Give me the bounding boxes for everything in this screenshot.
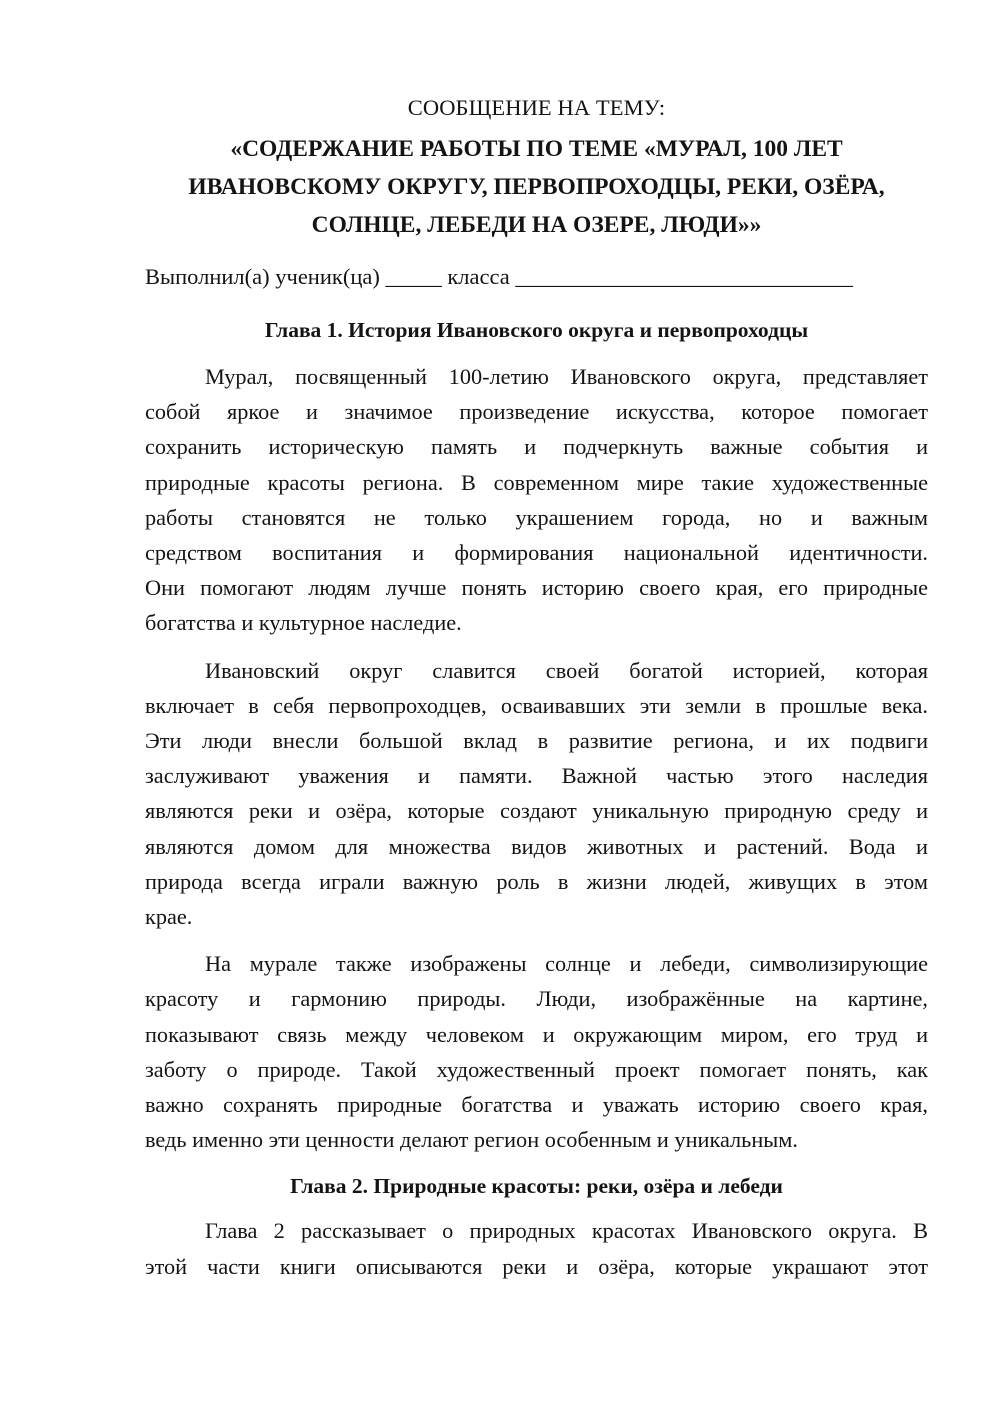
text-line: заботу о природе. Такой художественный проект помогает понять, как (145, 1056, 928, 1082)
text-line: Мурал, посвященный 100-летию Ивановского округа, представляет (205, 364, 928, 389)
text-line: работы становятся не только украшением города, но и важным (145, 504, 928, 530)
text-line: важно сохранять природные богатства и уважать историю своего края, (145, 1092, 928, 1118)
text-line: показывают связь между человеком и окружающим миром, его труд и (145, 1021, 928, 1047)
document-title-line: «СОДЕРЖАНИЕ РАБОТЫ ПО ТЕМЕ «МУРАЛ, 100 ЛЕТ (230, 136, 843, 162)
document-title-line: ИВАНОВСКОМУ ОКРУГУ, ПЕРВОПРОХОДЦЫ, РЕКИ, ОЗЁРА, (188, 174, 885, 200)
paragraph (145, 653, 928, 935)
text-line: сохранить историческую память и подчеркнуть важные события и (145, 434, 928, 460)
text-line: богатства и культурное наследие. (145, 610, 462, 636)
paragraph (145, 1213, 928, 1283)
text-line: средством воспитания и формирования национальной идентичности. (145, 540, 928, 566)
document-title (145, 130, 928, 244)
chapter-2-heading: Глава 2. Природные красоты: реки, озёра и лебеди (290, 1174, 783, 1199)
document-title-line: СОЛНЦЕ, ЛЕБЕДИ НА ОЗЕРЕ, ЛЮДИ»» (311, 212, 762, 238)
paragraph (145, 946, 928, 1157)
chapter-1-heading: Глава 1. История Ивановского округа и первопроходцы (264, 318, 809, 342)
text-line: природные красоты региона. В современном мире такие художественные (145, 469, 928, 495)
document-page (145, 90, 928, 1284)
text-line: красоту и гармонию природы. Люди, изображённые на картине, (145, 986, 928, 1012)
paragraph (145, 359, 928, 641)
text-line: являются реки и озёра, которые создают уникальную природную среду и (145, 798, 928, 824)
text-line: этой части книги описываются реки и озёра, которые украшают этот (145, 1253, 928, 1279)
text-line: являются домом для множества видов животных и растений. Вода и (145, 833, 928, 859)
text-line: крае. (145, 904, 193, 930)
document-kicker: СООБЩЕНИЕ НА ТЕМУ: (407, 95, 666, 120)
text-line: Глава 2 рассказывает о природных красотах Ивановского округа. В (205, 1218, 928, 1244)
text-line: ведь именно эти ценности делают регион особенным и уникальным. (145, 1127, 798, 1153)
author-line: Выполнил(а) ученик(ца) _____ класса ______________________________ (145, 264, 853, 289)
text-line: Они помогают людям лучше понять историю своего края, его природные (145, 575, 928, 601)
text-line: На мурале также изображены солнце и лебеди, символизирующие (205, 951, 928, 977)
text-line: Эти люди внесли большой вклад в развитие региона, и их подвиги (145, 728, 928, 754)
text-line: собой яркое и значимое произведение искусства, которое помогает (145, 399, 928, 425)
text-line: природа всегда играли важную роль в жизни людей, живущих в этом (145, 868, 928, 894)
text-line: заслуживают уважения и памяти. Важной частью этого наследия (145, 763, 928, 789)
text-line: Ивановский округ славится своей богатой историей, которая (205, 657, 928, 683)
text-line: включает в себя первопроходцев, осваивавших эти земли в прошлые века. (145, 692, 928, 718)
